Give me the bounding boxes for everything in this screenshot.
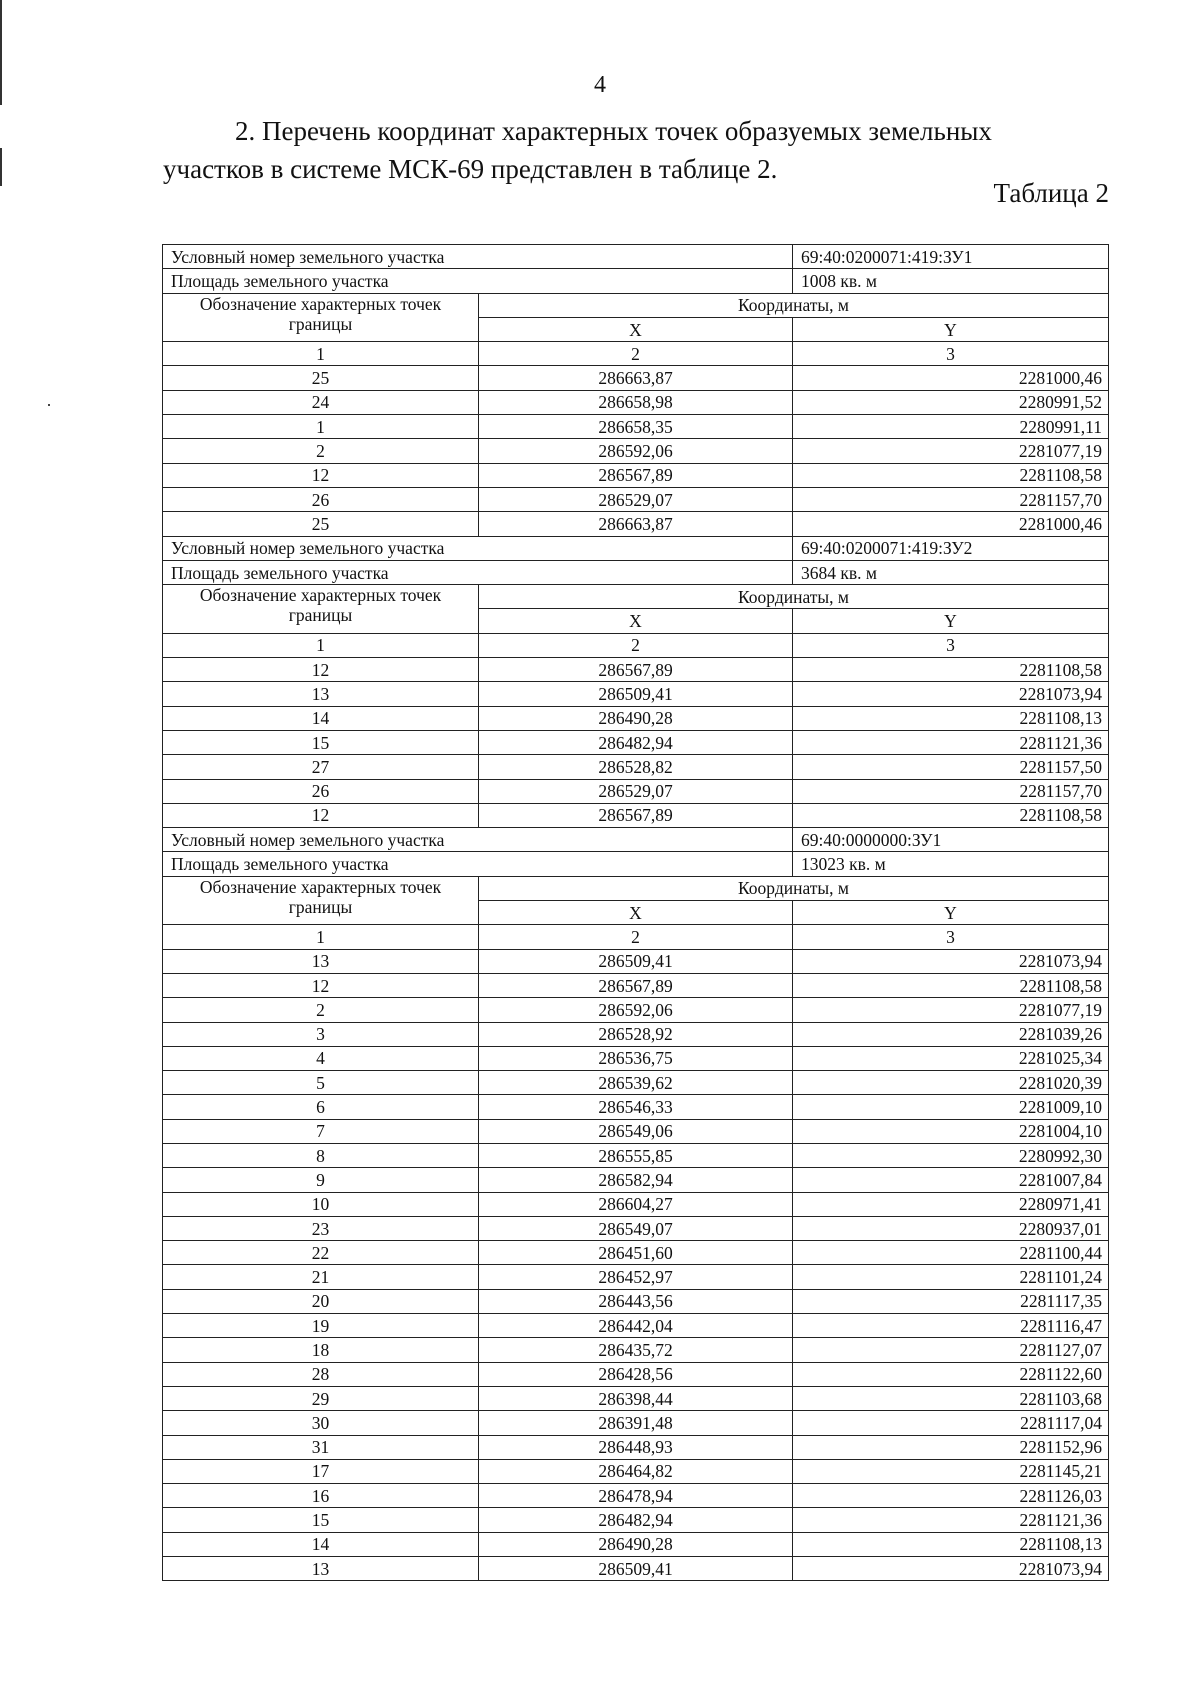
point-id: 29	[163, 1386, 479, 1410]
table-row	[163, 730, 1109, 754]
column-number: 1	[163, 342, 479, 366]
parcel-area-label: Площадь земельного участка	[163, 269, 793, 293]
x-coordinate: 286549,07	[479, 1216, 793, 1240]
point-id: 13	[163, 949, 479, 973]
x-coordinate: 286391,48	[479, 1411, 793, 1435]
y-coordinate: 2281116,47	[793, 1314, 1109, 1338]
parcel-number-row	[163, 245, 1109, 269]
table-row	[163, 1362, 1109, 1386]
point-id: 25	[163, 512, 479, 536]
table-caption: Таблица 2	[993, 178, 1109, 208]
parcel-area-value: 13023 кв. м	[793, 852, 1109, 876]
x-coordinate: 286536,75	[479, 1046, 793, 1070]
y-coordinate: 2281145,21	[793, 1459, 1109, 1483]
point-id: 15	[163, 730, 479, 754]
x-coordinate: 286482,94	[479, 730, 793, 754]
point-id: 30	[163, 1411, 479, 1435]
column-number: 2	[479, 633, 793, 657]
point-id: 16	[163, 1484, 479, 1508]
parcel-number-value: 69:40:0200071:419:ЗУ1	[793, 245, 1109, 269]
table-row	[163, 1216, 1109, 1240]
y-coordinate: 2281117,35	[793, 1289, 1109, 1313]
parcel-area-row	[163, 269, 1109, 293]
point-id: 12	[163, 658, 479, 682]
point-id: 19	[163, 1314, 479, 1338]
table-row	[163, 1192, 1109, 1216]
x-coordinate: 286509,41	[479, 1557, 793, 1581]
coords-header: Координаты, м	[479, 876, 1109, 900]
x-coordinate: 286509,41	[479, 682, 793, 706]
y-coordinate: 2281039,26	[793, 1022, 1109, 1046]
y-coordinate: 2281025,34	[793, 1046, 1109, 1070]
x-coordinate: 286464,82	[479, 1459, 793, 1483]
x-coordinate: 286448,93	[479, 1435, 793, 1459]
y-coordinate: 2281121,36	[793, 1508, 1109, 1532]
table-row	[163, 1241, 1109, 1265]
x-coordinate: 286567,89	[479, 803, 793, 827]
y-coordinate: 2281108,13	[793, 706, 1109, 730]
point-id: 12	[163, 803, 479, 827]
table-row	[163, 803, 1109, 827]
x-coordinate: 286490,28	[479, 1532, 793, 1556]
points-header: Обозначение характерных точек границы	[163, 293, 479, 342]
point-id: 23	[163, 1216, 479, 1240]
table-row	[163, 973, 1109, 997]
points-header: Обозначение характерных точек границы	[163, 876, 479, 925]
x-coordinate: 286451,60	[479, 1241, 793, 1265]
table-row	[163, 390, 1109, 414]
column-number: 2	[479, 925, 793, 949]
y-coordinate: 2280937,01	[793, 1216, 1109, 1240]
x-coordinate: 286428,56	[479, 1362, 793, 1386]
table-row	[163, 1338, 1109, 1362]
table-row	[163, 415, 1109, 439]
y-coordinate: 2281073,94	[793, 682, 1109, 706]
y-coordinate: 2280991,11	[793, 415, 1109, 439]
parcel-number-row	[163, 536, 1109, 560]
point-id: 27	[163, 755, 479, 779]
point-id: 31	[163, 1435, 479, 1459]
x-coordinate: 286529,07	[479, 487, 793, 511]
table-row	[163, 1386, 1109, 1410]
x-header: X	[479, 317, 793, 341]
x-coordinate: 286592,06	[479, 439, 793, 463]
point-id: 9	[163, 1168, 479, 1192]
scan-speck	[48, 404, 50, 406]
scan-edge-mark-middle	[0, 148, 2, 186]
y-coordinate: 2281103,68	[793, 1386, 1109, 1410]
table-row	[163, 706, 1109, 730]
y-coordinate: 2281073,94	[793, 949, 1109, 973]
y-coordinate: 2281077,19	[793, 439, 1109, 463]
point-id: 14	[163, 1532, 479, 1556]
x-coordinate: 286528,82	[479, 755, 793, 779]
y-coordinate: 2281004,10	[793, 1119, 1109, 1143]
column-number: 1	[163, 925, 479, 949]
x-coordinate: 286478,94	[479, 1484, 793, 1508]
x-coordinate: 286663,87	[479, 366, 793, 390]
y-coordinate: 2281073,94	[793, 1557, 1109, 1581]
y-coordinate: 2281108,58	[793, 803, 1109, 827]
point-id: 17	[163, 1459, 479, 1483]
point-id: 4	[163, 1046, 479, 1070]
column-number: 3	[793, 633, 1109, 657]
table-row	[163, 1095, 1109, 1119]
x-coordinate: 286567,89	[479, 463, 793, 487]
x-coordinate: 286528,92	[479, 1022, 793, 1046]
x-header: X	[479, 609, 793, 633]
y-coordinate: 2281108,58	[793, 658, 1109, 682]
column-number-row	[163, 633, 1109, 657]
x-coordinate: 286398,44	[479, 1386, 793, 1410]
column-number: 1	[163, 633, 479, 657]
point-id: 6	[163, 1095, 479, 1119]
x-coordinate: 286567,89	[479, 973, 793, 997]
y-coordinate: 2281100,44	[793, 1241, 1109, 1265]
x-coordinate: 286509,41	[479, 949, 793, 973]
x-coordinate: 286529,07	[479, 779, 793, 803]
x-coordinate: 286546,33	[479, 1095, 793, 1119]
y-coordinate: 2280971,41	[793, 1192, 1109, 1216]
table-row	[163, 439, 1109, 463]
coords-header: Координаты, м	[479, 585, 1109, 609]
parcel-area-label: Площадь земельного участка	[163, 852, 793, 876]
y-coordinate: 2281007,84	[793, 1168, 1109, 1192]
page-number: 4	[594, 72, 606, 98]
y-coordinate: 2281126,03	[793, 1484, 1109, 1508]
table-row	[163, 1143, 1109, 1167]
parcel-area-value: 1008 кв. м	[793, 269, 1109, 293]
y-coordinate: 2280992,30	[793, 1143, 1109, 1167]
y-coordinate: 2281077,19	[793, 998, 1109, 1022]
table-row	[163, 682, 1109, 706]
table-row	[163, 1532, 1109, 1556]
coordinates-header-row	[163, 585, 1109, 609]
y-coordinate: 2281157,70	[793, 779, 1109, 803]
table-row	[163, 949, 1109, 973]
table-row	[163, 658, 1109, 682]
table-row	[163, 487, 1109, 511]
point-id: 8	[163, 1143, 479, 1167]
parcel-number-label: Условный номер земельного участка	[163, 536, 793, 560]
y-coordinate: 2281121,36	[793, 730, 1109, 754]
table-row	[163, 1022, 1109, 1046]
table-row	[163, 998, 1109, 1022]
y-coordinate: 2281101,24	[793, 1265, 1109, 1289]
column-number: 3	[793, 342, 1109, 366]
point-id: 21	[163, 1265, 479, 1289]
coordinates-table-body	[163, 245, 1109, 1581]
y-coordinate: 2280991,52	[793, 390, 1109, 414]
point-id: 12	[163, 973, 479, 997]
coords-header: Координаты, м	[479, 293, 1109, 317]
coordinates-header-row	[163, 293, 1109, 317]
y-coordinate: 2281000,46	[793, 366, 1109, 390]
point-id: 25	[163, 366, 479, 390]
parcel-number-value: 69:40:0000000:ЗУ1	[793, 828, 1109, 852]
x-coordinate: 286592,06	[479, 998, 793, 1022]
x-coordinate: 286482,94	[479, 1508, 793, 1532]
x-coordinate: 286567,89	[479, 658, 793, 682]
y-coordinate: 2281127,07	[793, 1338, 1109, 1362]
point-id: 26	[163, 487, 479, 511]
x-header: X	[479, 901, 793, 925]
parcel-number-label: Условный номер земельного участка	[163, 828, 793, 852]
point-id: 1	[163, 415, 479, 439]
point-id: 28	[163, 1362, 479, 1386]
x-coordinate: 286539,62	[479, 1071, 793, 1095]
y-coordinate: 2281020,39	[793, 1071, 1109, 1095]
point-id: 22	[163, 1241, 479, 1265]
x-coordinate: 286452,97	[479, 1265, 793, 1289]
x-coordinate: 286604,27	[479, 1192, 793, 1216]
x-coordinate: 286442,04	[479, 1314, 793, 1338]
x-coordinate: 286555,85	[479, 1143, 793, 1167]
table-row	[163, 1119, 1109, 1143]
point-id: 2	[163, 998, 479, 1022]
parcel-area-value: 3684 кв. м	[793, 560, 1109, 584]
table-row	[163, 1168, 1109, 1192]
parcel-number-row	[163, 828, 1109, 852]
y-header: Y	[793, 317, 1109, 341]
table-row	[163, 1459, 1109, 1483]
point-id: 10	[163, 1192, 479, 1216]
column-number: 3	[793, 925, 1109, 949]
coordinates-header-row	[163, 876, 1109, 900]
point-id: 18	[163, 1338, 479, 1362]
parcel-area-row	[163, 852, 1109, 876]
point-id: 12	[163, 463, 479, 487]
table-row	[163, 1046, 1109, 1070]
table-row	[163, 1265, 1109, 1289]
y-coordinate: 2281000,46	[793, 512, 1109, 536]
intro-line-1: 2. Перечень координат характерных точек образуемых земельных	[235, 116, 992, 146]
table-row	[163, 512, 1109, 536]
y-coordinate: 2281108,58	[793, 973, 1109, 997]
point-id: 24	[163, 390, 479, 414]
y-coordinate: 2281117,04	[793, 1411, 1109, 1435]
x-coordinate: 286549,06	[479, 1119, 793, 1143]
table-row	[163, 1314, 1109, 1338]
table-row	[163, 1289, 1109, 1313]
y-header: Y	[793, 609, 1109, 633]
point-id: 26	[163, 779, 479, 803]
y-coordinate: 2281157,50	[793, 755, 1109, 779]
table-row	[163, 366, 1109, 390]
table-row	[163, 1435, 1109, 1459]
table-row	[163, 1411, 1109, 1435]
y-coordinate: 2281152,96	[793, 1435, 1109, 1459]
point-id: 13	[163, 1557, 479, 1581]
point-id: 5	[163, 1071, 479, 1095]
x-coordinate: 286658,98	[479, 390, 793, 414]
y-coordinate: 2281108,58	[793, 463, 1109, 487]
coordinates-table	[162, 244, 1109, 1581]
column-number-row	[163, 925, 1109, 949]
y-header: Y	[793, 901, 1109, 925]
y-coordinate: 2281157,70	[793, 487, 1109, 511]
table-row	[163, 779, 1109, 803]
point-id: 20	[163, 1289, 479, 1313]
x-coordinate: 286582,94	[479, 1168, 793, 1192]
point-id: 13	[163, 682, 479, 706]
x-coordinate: 286663,87	[479, 512, 793, 536]
parcel-number-label: Условный номер земельного участка	[163, 245, 793, 269]
table-row	[163, 1071, 1109, 1095]
table-row	[163, 1508, 1109, 1532]
point-id: 7	[163, 1119, 479, 1143]
y-coordinate: 2281108,13	[793, 1532, 1109, 1556]
x-coordinate: 286658,35	[479, 415, 793, 439]
y-coordinate: 2281009,10	[793, 1095, 1109, 1119]
column-number: 2	[479, 342, 793, 366]
x-coordinate: 286435,72	[479, 1338, 793, 1362]
point-id: 15	[163, 1508, 479, 1532]
point-id: 14	[163, 706, 479, 730]
table-row	[163, 1484, 1109, 1508]
intro-paragraph	[163, 112, 1111, 188]
intro-line-2: участков в системе МСК-69 представлен в таблице 2.	[163, 154, 778, 184]
x-coordinate: 286490,28	[479, 706, 793, 730]
parcel-number-value: 69:40:0200071:419:ЗУ2	[793, 536, 1109, 560]
point-id: 3	[163, 1022, 479, 1046]
table-row	[163, 463, 1109, 487]
table-row	[163, 755, 1109, 779]
point-id: 2	[163, 439, 479, 463]
x-coordinate: 286443,56	[479, 1289, 793, 1313]
column-number-row	[163, 342, 1109, 366]
y-coordinate: 2281122,60	[793, 1362, 1109, 1386]
table-row	[163, 1557, 1109, 1581]
parcel-area-row	[163, 560, 1109, 584]
parcel-area-label: Площадь земельного участка	[163, 560, 793, 584]
points-header: Обозначение характерных точек границы	[163, 585, 479, 634]
